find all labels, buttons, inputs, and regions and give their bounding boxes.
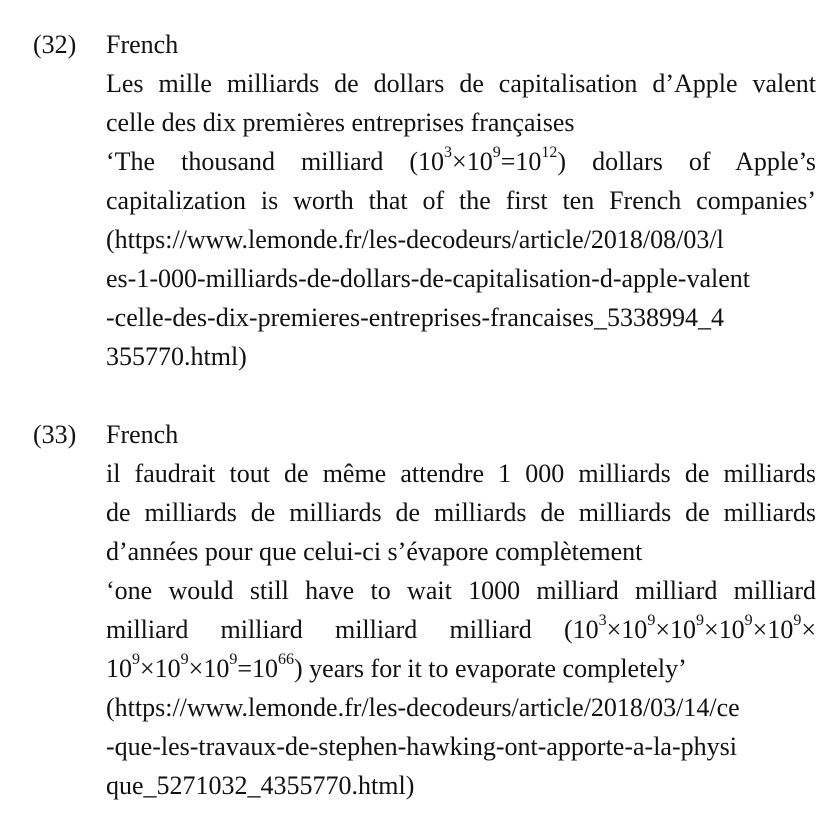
source-url-line: -que-les-travaux-de-stephen-hawking-ont-apporte-a-la-physi <box>106 732 737 761</box>
original-line: Les mille milliards de dollars de capitalisation d’Apple valent <box>106 69 816 98</box>
original-line: de milliards de milliards de milliards de milliards de milliards <box>106 498 816 527</box>
translation-line: milliard milliard milliard milliard ($10^3\times 10^9\times 10^9\times 10^9\times 10^9\times$ <box>106 612 816 644</box>
example-body <box>106 25 816 376</box>
example-number: (33) <box>33 420 77 449</box>
original-line: d’années pour que celui-ci s’évapore complètement <box>106 537 643 566</box>
translation-line: capitalization is worth that of the first ten French companies’ <box>106 186 816 215</box>
translation-line: ‘one would still have to wait 1000 milliard milliard milliard <box>106 576 816 605</box>
source-url-line: (https://www.lemonde.fr/les-decodeurs/article/2018/08/03/l <box>106 225 724 254</box>
original-line: celle des dix premières entreprises françaises <box>106 108 575 137</box>
source-url-line: 355770.html) <box>106 342 247 371</box>
translation-line: $10^9\times 10^9\times 10^9=10^{66}$) years for it to evaporate completely’ <box>106 651 687 683</box>
language-label: French <box>106 420 179 449</box>
source-url-line: -celle-des-dix-premieres-entreprises-francaises_5338994_4 <box>106 303 724 332</box>
source-url-line: es-1-000-milliards-de-dollars-de-capitalisation-d-apple-valent <box>106 264 750 293</box>
example-number: (32) <box>33 30 77 59</box>
translation-line: ‘The thousand milliard $(10^3\times 10^9=10^{12})$ dollars of Apple’s <box>106 144 816 176</box>
source-url-line: que_5271032_4355770.html) <box>106 771 415 800</box>
language-label: French <box>106 30 179 59</box>
example-body <box>106 415 816 805</box>
source-url-line: (https://www.lemonde.fr/les-decodeurs/article/2018/03/14/ce <box>106 693 740 722</box>
original-line: il faudrait tout de même attendre 1 000 milliards de milliards <box>106 459 816 488</box>
